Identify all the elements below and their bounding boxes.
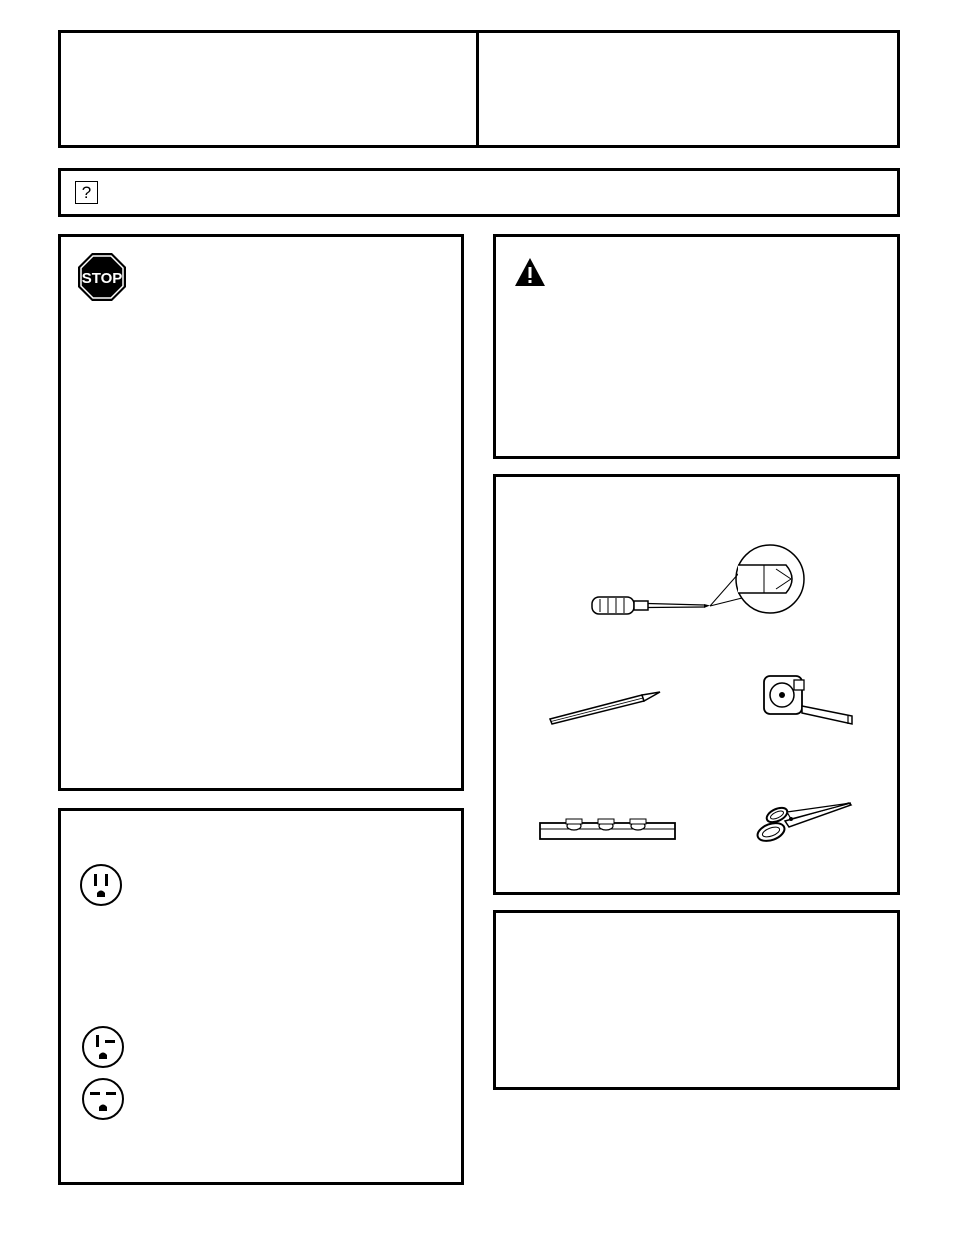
pencil-icon — [546, 687, 666, 727]
stop-sign-text: STOP — [81, 270, 123, 287]
tape-measure-icon — [758, 672, 868, 732]
scissors-icon — [751, 799, 861, 855]
tools-panel — [493, 474, 900, 895]
question-bar — [58, 168, 900, 217]
outlets-panel — [58, 808, 464, 1185]
level-icon — [536, 811, 681, 845]
header-divider — [476, 33, 479, 145]
question-mark-box-icon — [75, 181, 98, 204]
stop-sign-icon — [77, 252, 127, 302]
outlet-t-slot-icon — [81, 1025, 125, 1069]
screwdriver-icon — [586, 543, 811, 623]
grounded-outlet-icon — [79, 863, 123, 907]
outlet-horizontal-slot-icon — [81, 1077, 125, 1121]
header-box — [58, 30, 900, 148]
bottom-right-panel — [493, 910, 900, 1090]
warning-triangle-icon — [514, 257, 546, 287]
stop-panel — [58, 234, 464, 791]
question-glyph: ? — [81, 183, 92, 202]
warning-panel — [493, 234, 900, 459]
